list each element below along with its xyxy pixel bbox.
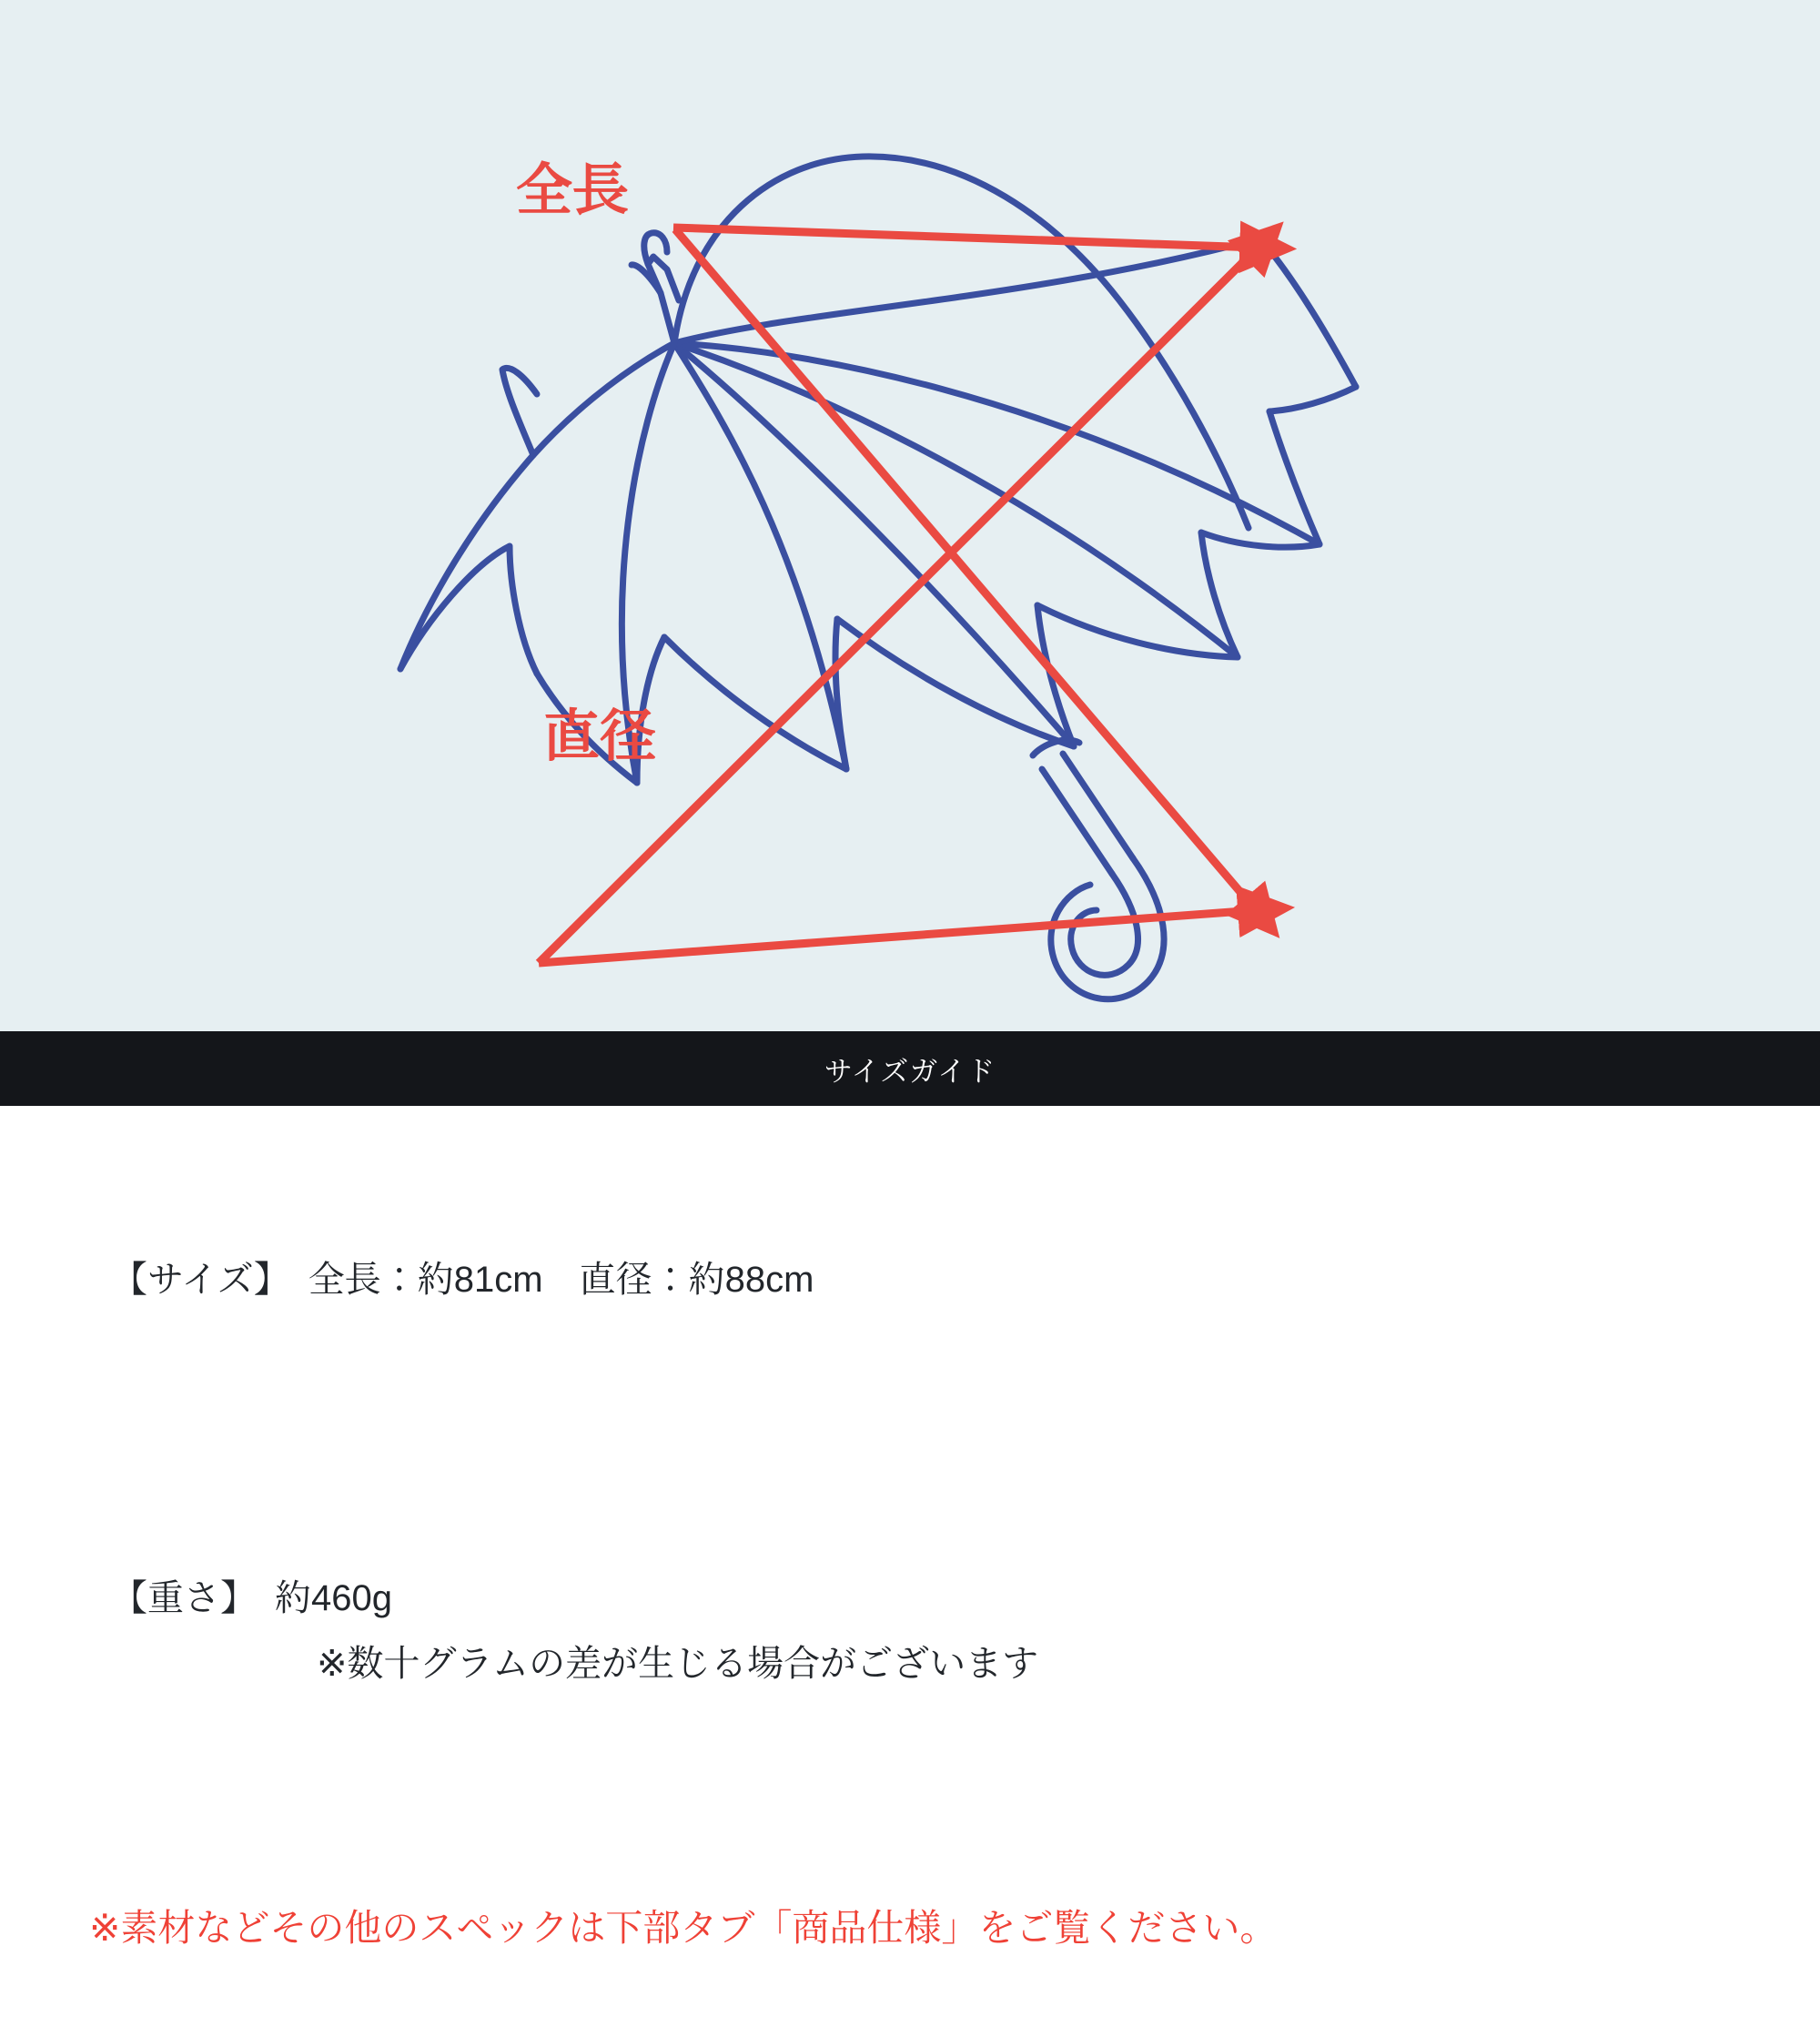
weight-spec-line: 【重さ】 約460g — [111, 1578, 392, 1618]
size-guide-title: サイズガイド — [824, 1055, 996, 1088]
size-guide-title-bar — [0, 1031, 1820, 1106]
diameter-measure-line — [539, 248, 1258, 963]
spec-text-block — [0, 1106, 1820, 2037]
size-spec-line: 【サイズ】 全長：約81cm 直径：約88cm — [111, 1260, 814, 1300]
diameter-label: 直径 — [543, 705, 657, 768]
weight-note-line: ※数十グラムの差が生じる場合がございます — [317, 1644, 1039, 1684]
material-notice-line: ※素材などその他のスペックは下部タブ「商品仕様」をご覧ください。 — [89, 1907, 1278, 1949]
total-length-label: 全長 — [516, 159, 630, 222]
